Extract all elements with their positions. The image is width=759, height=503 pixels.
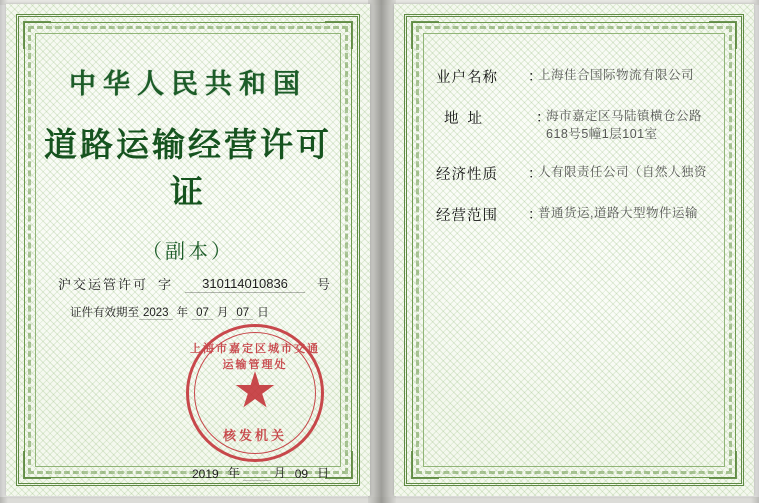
field-colon-business-scope: ： (528, 208, 542, 223)
certificate-copy-type: （副本） (142, 241, 234, 263)
business-info-fields (436, 66, 718, 245)
certificate-title: 道路运输经营许可证 (44, 128, 332, 211)
issue-year-unit: 年 (227, 466, 240, 480)
validity-day-unit: 日 (257, 307, 269, 319)
field-value-address-line2: 618号5幢1层101室 (546, 127, 658, 141)
validity-label: 证件有效期至 (70, 307, 139, 319)
field-business-name (436, 66, 718, 87)
validity-day: 07 (232, 307, 253, 320)
field-value-economic-nature: 人有限责任公司（自然人独资 (538, 165, 708, 179)
field-business-scope (436, 204, 718, 225)
validity-year: 2023 (139, 307, 173, 320)
issue-month (243, 480, 271, 481)
license-number-label: 沪交运管许可 (58, 277, 149, 292)
seal-agency-text: 上海市嘉定区城市交通运输管理处 (190, 343, 320, 371)
license-number-zi: 字 (158, 277, 172, 292)
left-page-content (36, 36, 340, 481)
validity-month: 07 (192, 307, 213, 320)
field-value-business-scope: 普通货运,道路大型物件运输 (538, 206, 698, 220)
field-label-business-scope: 经营范围 (436, 208, 498, 224)
validity-line (70, 304, 300, 320)
star-icon (235, 371, 275, 411)
field-value-address (546, 107, 718, 143)
seal-issuing-authority-text: 核发机关 (222, 428, 287, 443)
certificate-right-page (394, 4, 754, 496)
field-label-economic-nature: 经济性质 (436, 167, 498, 183)
issue-month-unit: 月 (273, 466, 286, 480)
field-colon-business-name: ： (528, 70, 542, 85)
validity-year-unit: 年 (176, 307, 189, 319)
issue-day-unit: 日 (317, 466, 330, 480)
license-number-value: 310114010836 (185, 276, 305, 293)
issue-year: 2019 (192, 467, 219, 481)
issue-date-line (186, 464, 330, 481)
field-label-address: 地址 (444, 111, 491, 127)
issuing-nation-heading: 中华人民共和国 (69, 69, 307, 99)
right-page-content (424, 36, 724, 464)
official-seal-stamp (186, 324, 324, 462)
field-value-business-name: 上海佳合国际物流有限公司 (538, 68, 695, 82)
field-label-business-name: 业户名称 (436, 70, 498, 86)
field-colon-address: ： (536, 111, 550, 126)
field-colon-economic-nature: ： (528, 167, 542, 182)
license-number-hao: 号 (316, 277, 330, 292)
book-gutter (368, 0, 396, 503)
field-value-address-line1: 海市嘉定区马陆镇横仓公路 (546, 109, 703, 123)
issue-day: 09 (294, 467, 309, 481)
validity-month-unit: 月 (216, 307, 229, 319)
field-address (436, 107, 718, 143)
certificate-left-page (6, 4, 370, 496)
license-number-line (58, 274, 330, 293)
field-economic-nature (436, 163, 718, 184)
